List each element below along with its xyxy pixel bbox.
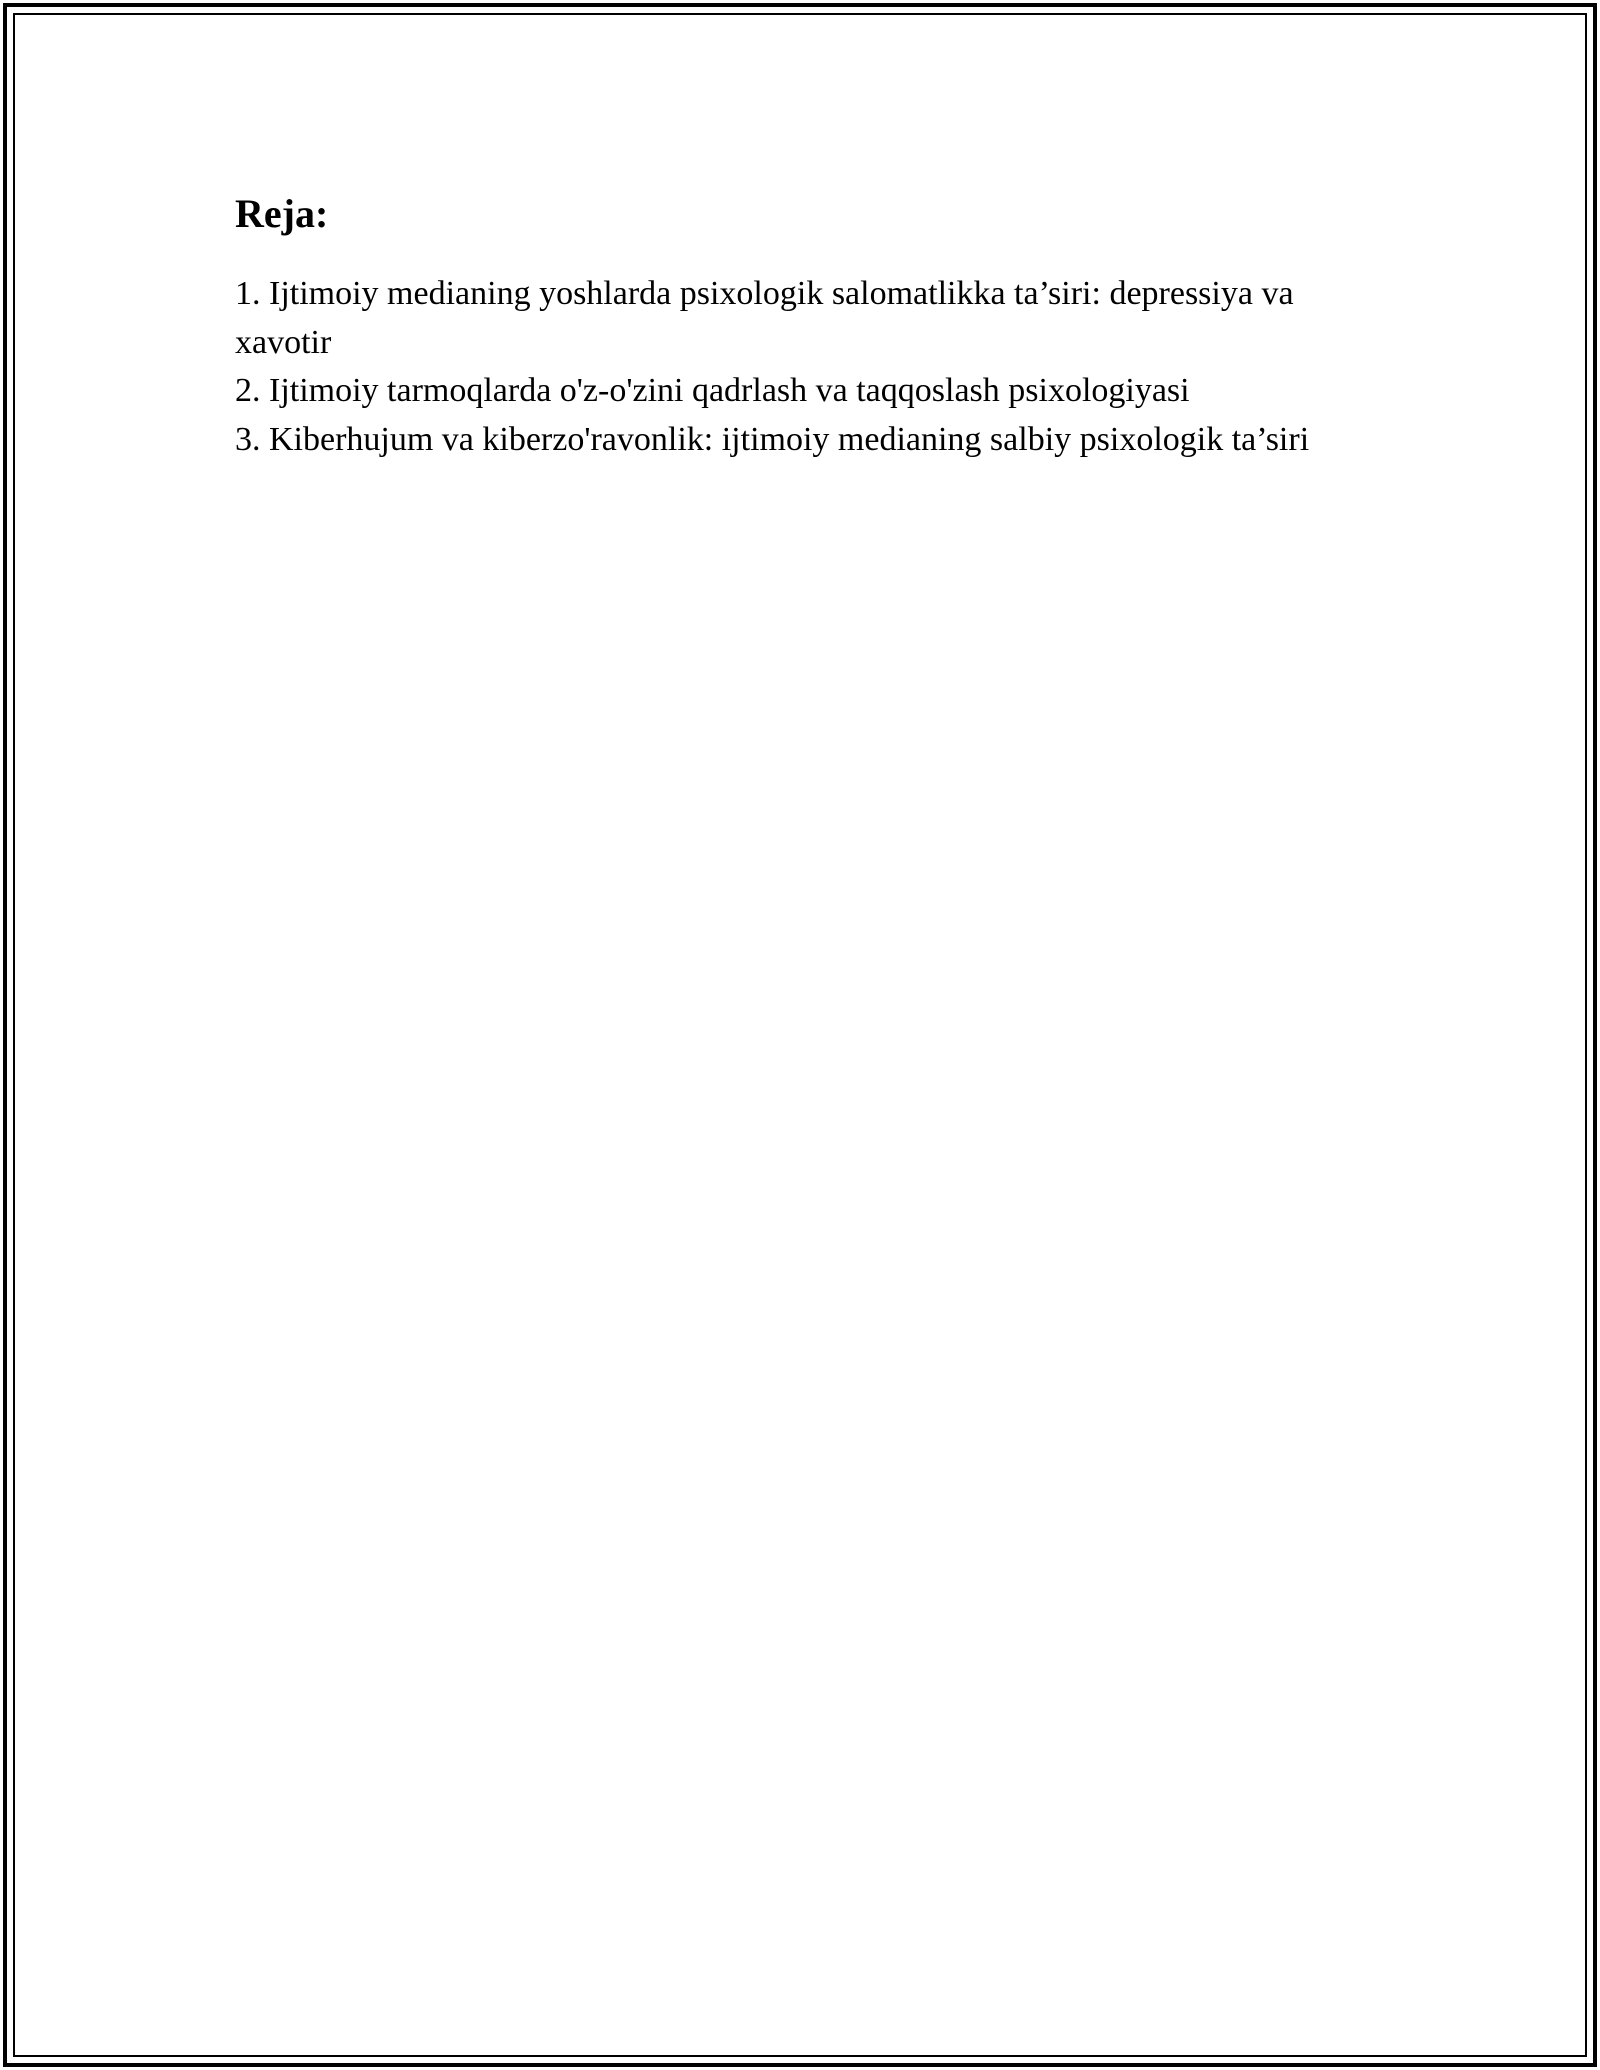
plan-heading: Reja: bbox=[235, 191, 329, 236]
plan-item-1: 1. Ijtimoiy medianing yoshlarda psixologik salomatlikka ta’siri: depressiya va xavotir bbox=[235, 275, 1294, 361]
plan-item-3: 3. Kiberhujum va kiberzo'ravonlik: ijtimoiy medianing salbiy psixologik ta’siri bbox=[235, 420, 1310, 458]
plan-list bbox=[235, 270, 1365, 464]
plan-item-2: 2. Ijtimoiy tarmoqlarda o'z-o'zini qadrlash va taqqoslash psixologiyasi bbox=[235, 372, 1190, 409]
page-content bbox=[235, 186, 1365, 464]
